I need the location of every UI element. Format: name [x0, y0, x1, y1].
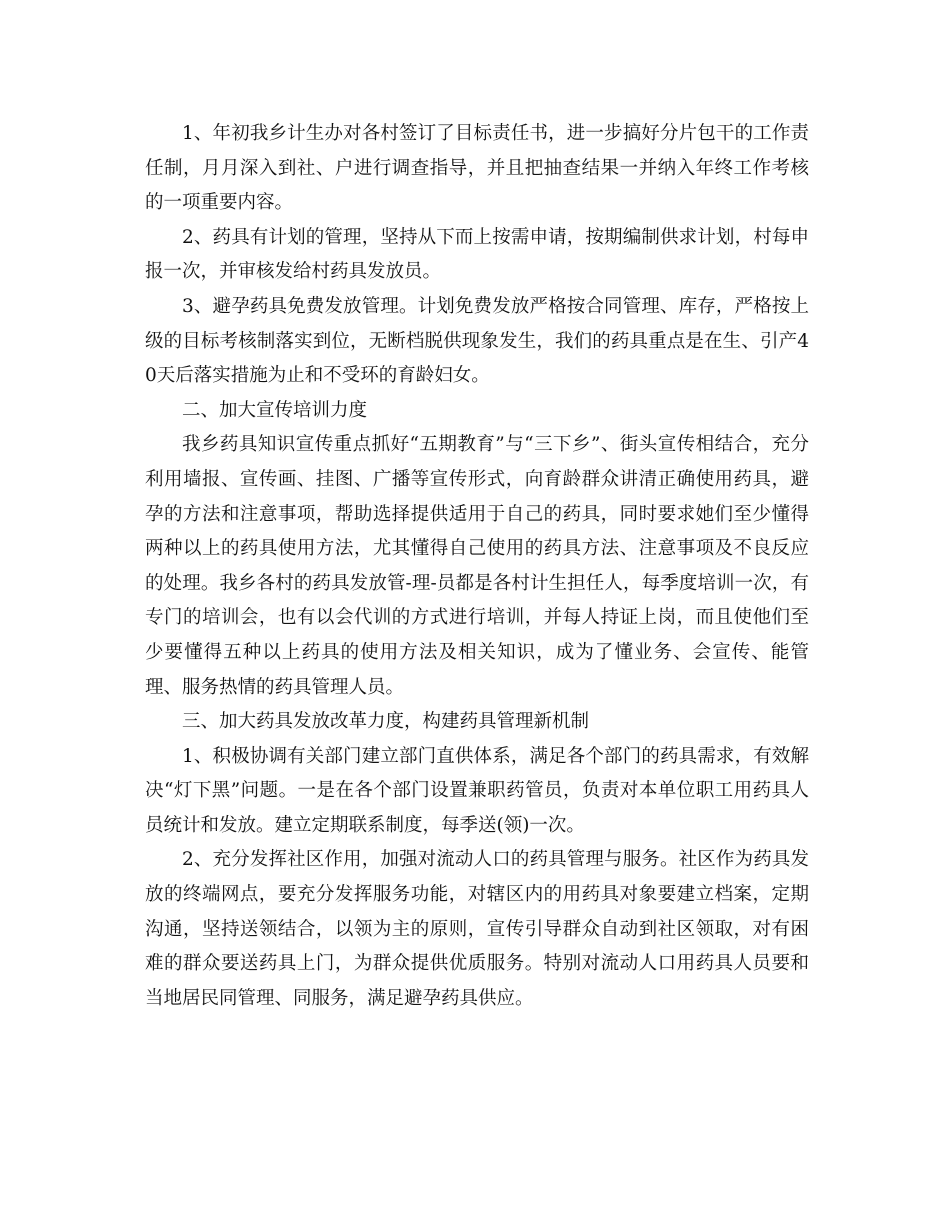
paragraph-publicity-training: 我乡药具知识宣传重点抓好“五期教育”与“三下乡”、街头宣传相结合，充分利用墙报、宣传画、挂图、广播等宣传形式，向育龄群众讲清正确使用药具，避孕的方法和注意事项，帮助选择提供适用于自己的药具，同时要求她们至少懂得两种以上的药具使用方法，尤其懂得自己使用的药具方法、注意事项及不良反应的处理。我乡各村的药具发放管-理-员都是各村计生担任人，每季度培训一次，有专门的培训会，也有以会代训的方式进行培训，并每人持证上岗，而且使他们至少要懂得五种以上药具的使用方法及相关知识，成为了懂业务、会宣传、能管理、服务热情的药具管理人员。 [145, 434, 809, 698]
paragraph-planned-management: 2、药具有计划的管理，坚持从下而上按需申请，按期编制供求计划，村每申报一次，并审核发给村药具发放员。 [145, 226, 809, 283]
paragraph-community-role: 2、充分发挥社区作用，加强对流动人口的药具管理与服务。社区作为药具发放的终端网点，要充分发挥服务功能，对辖区内的用药具对象要建立档案，定期沟通，坚持送领结合，以领为主的原则，宣传引导群众自动到社区领取，对有困难的群众要送药具上门，为群众提供优质服务。特别对流动人口用药具人员要和当地居民同管理、同服务，满足避孕药具供应。 [145, 849, 809, 1009]
paragraph-free-distribution: 3、避孕药具免费发放管理。计划免费发放严格按合同管理、库存，严格按上级的目标考核制落实到位，无断档脱供现象发生，我们的药具重点是在生、引产40天后落实措施为止和不受环的育龄妇女。 [145, 295, 809, 387]
paragraph-target-responsibility: 1、年初我乡计生办对各村签订了目标责任书，进一步搞好分片包干的工作责任制，月月深入到社、户进行调查指导，并且把抽查结果一并纳入年终工作考核的一项重要内容。 [145, 123, 809, 214]
section-heading-reform: 三、加大药具发放改革力度，构建药具管理新机制 [182, 711, 590, 733]
document-body [145, 117, 809, 1016]
section-heading-publicity-training: 二、加大宣传培训力度 [182, 399, 368, 421]
paragraph-direct-supply: 1、积极协调有关部门建立部门直供体系，满足各个部门的药具需求，有效解决“灯下黑”问题。一是在各个部门设置兼职药管员，负责对本单位职工用药具人员统计和发放。建立定期联系制度，每季送(领)一次。 [145, 745, 809, 836]
